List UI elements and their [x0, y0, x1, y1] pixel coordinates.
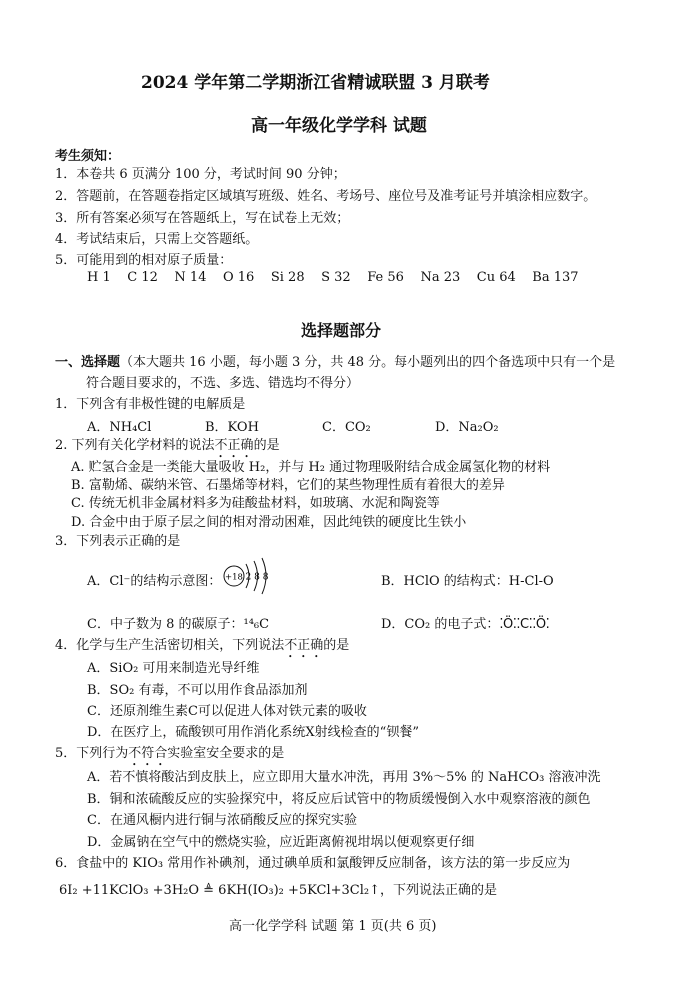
question-3-option-c — [87, 613, 269, 632]
exam-subtitle: 高一年级化学学科 试题 — [251, 116, 427, 136]
question-5-stem-post: 实验室安全要求的是 — [167, 746, 285, 761]
question-3-option-c-text: C．中子数为 8 的碳原子： — [87, 617, 244, 632]
question-3-option-a: A．Cl⁻的结构示意图： — [87, 574, 222, 589]
question-6-equation: 6I₂ +11KClO₃ +3H₂O ≜ 6KH(IO₃)₂ +5KCl+3Cl₂↑，下列说法正确的是 — [59, 883, 497, 898]
question-3-option-d — [381, 613, 549, 632]
atomic-masses: H 1 C 12 N 14 O 16 Si 28 S 32 Fe 56 Na 23 Cu 64 Ba 137 — [87, 270, 579, 285]
question-1-option-a: A．NH₄Cl — [87, 420, 152, 435]
question-2-stem-emphasis: 不正确 — [214, 438, 254, 453]
nucleus-charge: +18 — [225, 572, 243, 583]
question-4-option-a: A．SiO₂ 可用来制造光导纤维 — [87, 661, 260, 676]
chloride-ion-structure-diagram — [222, 556, 282, 596]
question-2-option-c: C. 传统无机非金属材料多为硅酸盐材料，如玻璃、水泥和陶瓷等 — [71, 496, 440, 511]
question-5-option-b: B．铜和浓硫酸反应的实验探究中，将反应后试管中的物质缓慢倒入水中观察溶液的颜色 — [87, 792, 591, 807]
page-footer: 高一化学学科 试题 第 1 页(共 6 页) — [229, 919, 437, 934]
question-1-option-d: D．Na₂O₂ — [435, 420, 499, 435]
question-2-option-a: A. 贮氢合金是一类能大量吸收 H₂，并与 H₂ 通过物理吸附结合成金属氢化物的材料 — [71, 460, 551, 475]
question-5-stem-emphasis: 不符合 — [128, 746, 168, 761]
carbon-isotope-notation: ¹⁴₆C — [243, 617, 270, 632]
question-4-stem-emphasis: 不正确 — [284, 638, 324, 653]
question-2-option-d: D. 合金中由于原子层之间的相对滑动困难，因此纯铁的硬度比生铁小 — [71, 515, 467, 530]
question-4-option-c: C．还原剂维生素C可以促进人体对铁元素的吸收 — [87, 704, 367, 719]
notice-item: 2．答题前，在答题卷指定区域填写班级、姓名、考场号、座位号及准考证号并填涂相应数字。 — [55, 189, 597, 204]
question-3-option-b: B．HClO 的结构式：H-Cl-O — [381, 574, 554, 589]
question-1-option-c: C．CO₂ — [322, 420, 371, 435]
question-5-stem-pre: 5．下列行为 — [55, 746, 129, 761]
section-intro-line2: 符合题目要求的，不选、多选、错选均不得分） — [86, 376, 360, 391]
question-1-stem: 1．下列含有非极性键的电解质是 — [55, 397, 246, 412]
question-4-stem-pre: 4．化学与生产生活密切相关，下列说法 — [55, 638, 285, 653]
co2-electron-formula: ⁚Ö⁚⁚C⁚⁚Ö⁚ — [499, 617, 550, 632]
question-6-stem: 6．食盐中的 KIO₃ 常用作补碘剂，通过碘单质和氯酸钾反应制备，该方法的第一步反应为 — [55, 856, 571, 871]
notice-item: 5．可能用到的相对原子质量： — [55, 253, 233, 268]
exam-title: 2024 学年第二学期浙江省精诚联盟 3 月联考 — [141, 73, 490, 93]
notice-item: 3．所有答案必须写在答题纸上，写在试卷上无效； — [55, 211, 350, 226]
question-5-stem — [55, 742, 284, 769]
question-2-stem-post: 的是 — [253, 438, 280, 453]
question-5-option-c: C．在通风橱内进行铜与浓硝酸反应的探究实验 — [87, 813, 357, 828]
notice-item: 4．考试结束后，只需上交答题纸。 — [55, 232, 259, 247]
question-2-stem-pre: 2. 下列有关化学材料的说法 — [55, 438, 215, 453]
question-1-option-b: B．KOH — [205, 420, 259, 435]
question-4-stem-post: 的是 — [323, 638, 350, 653]
section-intro-label: 一、选择题 — [55, 355, 121, 370]
notice-item: 1．本卷共 6 页满分 100 分，考试时间 90 分钟； — [55, 167, 346, 182]
question-2-option-b: B. 富勒烯、碳纳米管、石墨烯等材料，它们的某些物理性质有着很大的差异 — [71, 478, 505, 493]
question-3-option-d-text: D．CO₂ 的电子式： — [381, 617, 500, 632]
section-intro-text: （本大题共 16 小题，每小题 3 分，共 48 分。每小题列出的四个备选项中只有一个是 — [120, 355, 616, 370]
question-5-option-a: A．若不慎将酸沾到皮肤上，应立即用大量水冲洗，再用 3%～5% 的 NaHCO₃ 溶液冲洗 — [87, 770, 601, 785]
question-4-option-b: B．SO₂ 有毒，不可以用作食品添加剂 — [87, 683, 308, 698]
notice-heading: 考生须知： — [55, 149, 121, 164]
question-5-option-d: D．金属钠在空气中的燃烧实验，应近距离俯视坩埚以便观察更仔细 — [87, 835, 475, 850]
section-intro — [55, 351, 615, 370]
section-title: 选择题部分 — [301, 321, 382, 340]
electron-shell-counts: 2 8 8 — [245, 572, 269, 583]
question-4-option-d: D．在医疗上，硫酸钡可用作消化系统X射线检查的“钡餐” — [87, 725, 419, 740]
question-3-stem: 3．下列表示正确的是 — [55, 534, 181, 549]
